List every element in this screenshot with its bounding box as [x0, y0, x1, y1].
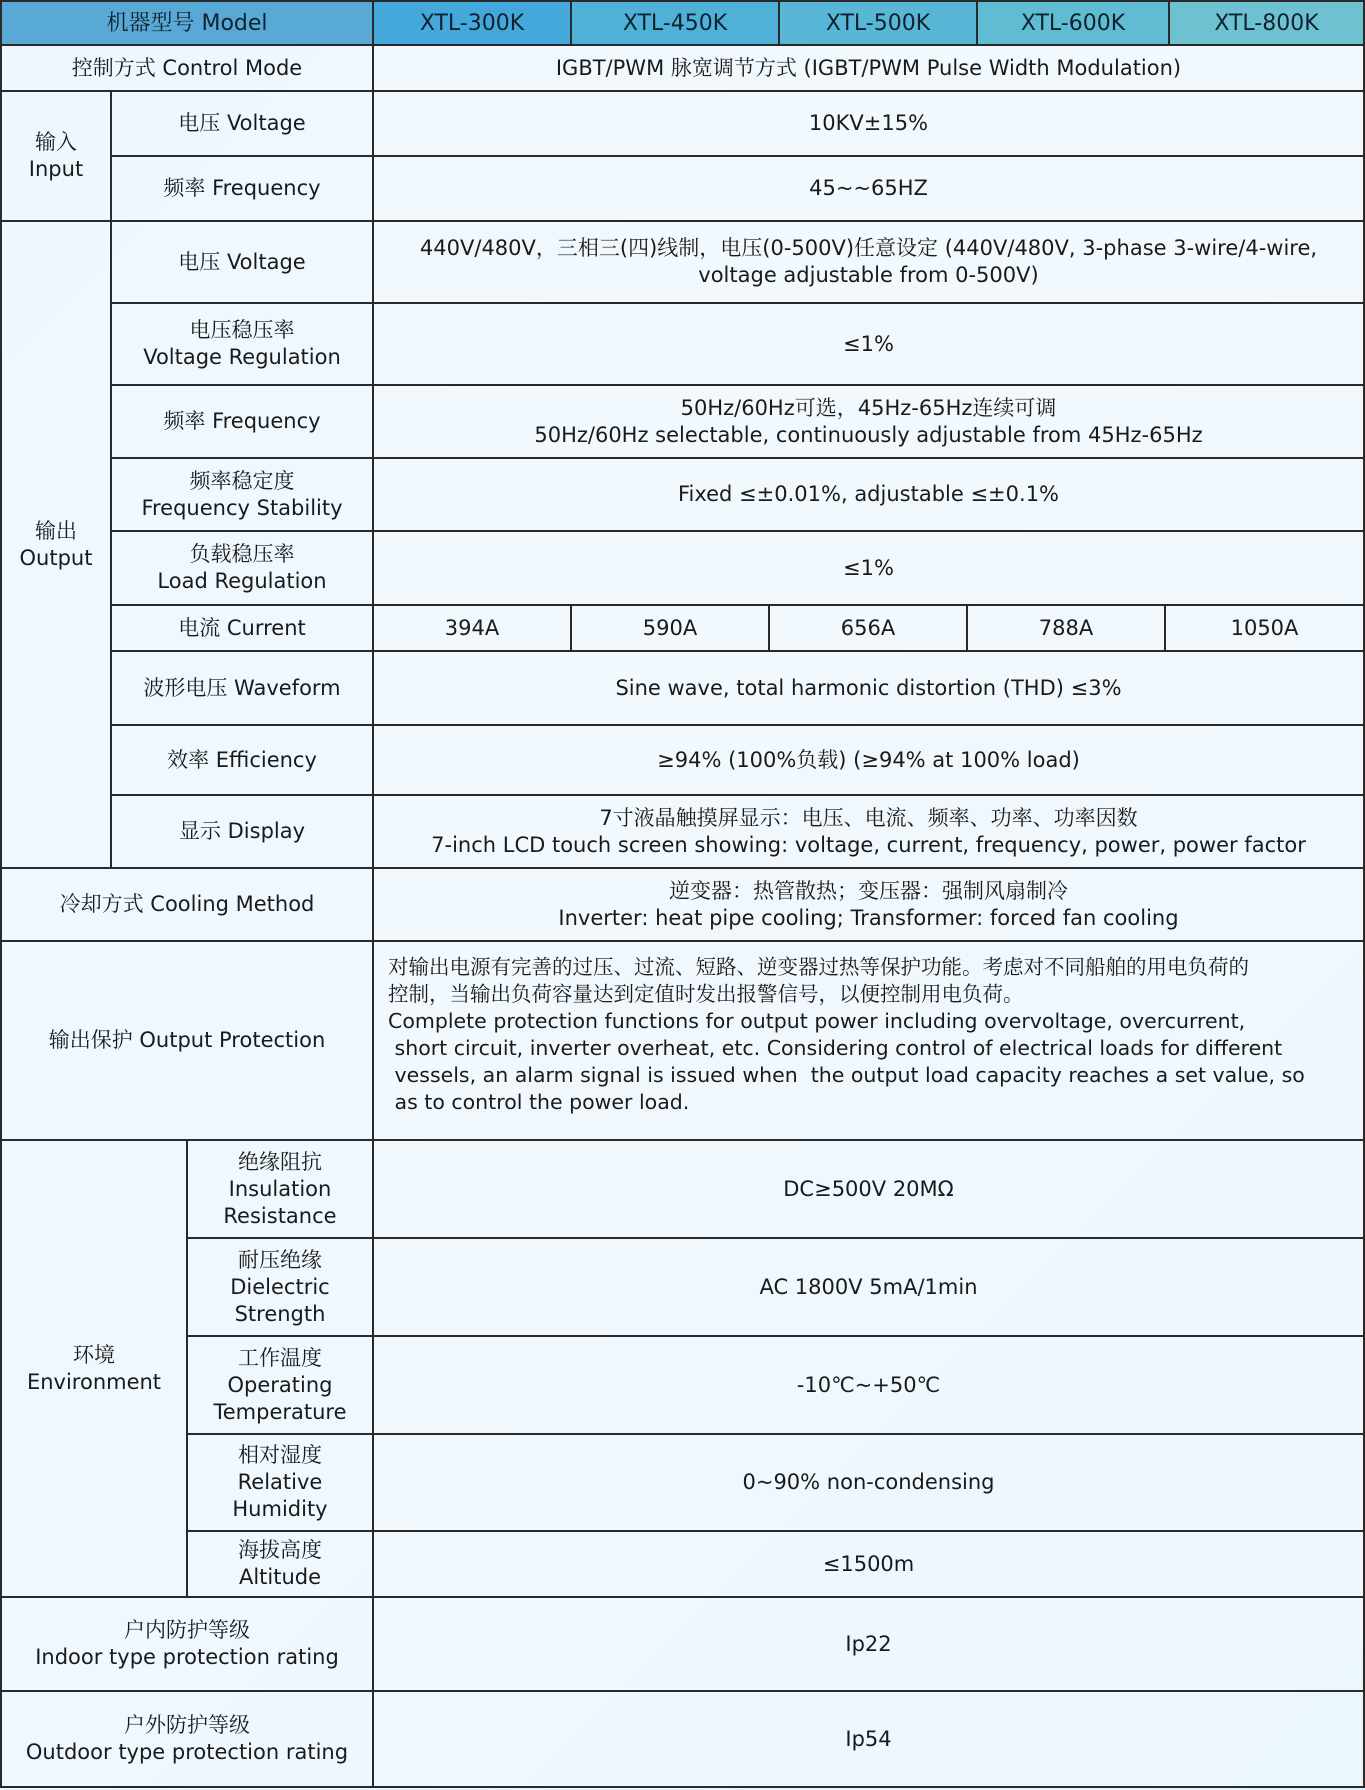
- altitude-zh: 海拔高度: [238, 1538, 322, 1562]
- protection-line: short circuit, inverter overheat, etc. Considering control of electrical loads for different: [388, 1036, 1283, 1060]
- current-xtl-300k: 394A: [374, 606, 572, 652]
- dielectric-value: AC 1800V 5mA/1min: [374, 1239, 1365, 1337]
- outdoor-rating-value: Ip54: [374, 1692, 1365, 1788]
- operating-temp-label: [188, 1337, 374, 1435]
- dielectric-zh: 耐压绝缘: [238, 1247, 322, 1272]
- outdoor-rating-en: Outdoor type protection rating: [25, 1740, 349, 1764]
- input-frequency-value: 45~~65HZ: [374, 157, 1365, 222]
- protection-text: [388, 954, 1305, 1116]
- protection-line: vessels, an alarm signal is issued when the output load capacity reaches a set value, so: [388, 1063, 1305, 1087]
- humidity-value: 0~90% non-condensing: [374, 1435, 1365, 1532]
- efficiency-value: ≥94% (100%负载) (≥94% at 100% load): [374, 726, 1365, 796]
- control-mode-value: IGBT/PWM 脉宽调节方式 (IGBT/PWM Pulse Width Modulation): [374, 46, 1365, 92]
- altitude-label: [188, 1532, 374, 1598]
- current-xtl-450k: 590A: [572, 606, 770, 652]
- indoor-rating-value: Ip22: [374, 1598, 1365, 1692]
- model-header-xtl-800k: XTL-800K: [1170, 0, 1365, 46]
- output-group-zh: 输出: [35, 518, 77, 543]
- load-regulation-zh: 负载稳压率: [189, 542, 295, 566]
- output-voltage-line-1: 440V/480V，三相三(四)线制，电压(0-500V)任意设定 (440V/480V, 3-phase 3-wire/4-wire,: [419, 236, 1318, 260]
- insulation-value: DC≥500V 20MΩ: [374, 1141, 1365, 1239]
- display-line-1: 7寸液晶触摸屏显示：电压、电流、频率、功率、功率因数: [599, 805, 1138, 830]
- current-xtl-600k: 788A: [968, 606, 1166, 652]
- load-regulation-en: Load Regulation: [157, 569, 327, 593]
- waveform-label: 波形电压 Waveform: [112, 652, 374, 726]
- input-group-label: [0, 92, 112, 222]
- cooling-label: 冷却方式 Cooling Method: [0, 869, 374, 942]
- insulation-label: [188, 1141, 374, 1239]
- output-frequency-line-1: 50Hz/60Hz可选，45Hz-65Hz连续可调: [680, 395, 1057, 420]
- model-header-xtl-450k: XTL-450K: [572, 0, 780, 46]
- output-voltage-value: [374, 222, 1365, 304]
- model-header-xtl-600k: XTL-600K: [978, 0, 1170, 46]
- output-group-en: Output: [19, 545, 93, 570]
- humidity-en-1: Relative: [237, 1470, 323, 1494]
- frequency-stability-label: [112, 459, 374, 532]
- input-group-en: Input: [28, 157, 84, 181]
- operating-temp-en-2: Temperature: [213, 1399, 347, 1424]
- output-frequency-line-2: 50Hz/60Hz selectable, continuously adjustable from 45Hz-65Hz: [534, 422, 1203, 447]
- insulation-en-1: Insulation: [228, 1176, 332, 1201]
- current-xtl-500k: 656A: [770, 606, 968, 652]
- display-label: 显示 Display: [112, 796, 374, 869]
- altitude-value: ≤1500m: [374, 1532, 1365, 1598]
- dielectric-en-2: Strength: [234, 1301, 326, 1326]
- input-group-zh: 输入: [35, 130, 77, 154]
- voltage-regulation-zh: 电压稳压率: [189, 318, 295, 342]
- cooling-value: [374, 869, 1365, 942]
- outdoor-rating-zh: 户外防护等级: [124, 1713, 250, 1737]
- operating-temp-value: -10℃~+50℃: [374, 1337, 1365, 1435]
- indoor-rating-en: Indoor type protection rating: [35, 1645, 339, 1669]
- output-frequency-value: [374, 386, 1365, 459]
- input-voltage-label: 电压 Voltage: [112, 92, 374, 157]
- control-mode-label: 控制方式 Control Mode: [0, 46, 374, 92]
- indoor-rating-label: [0, 1598, 374, 1692]
- frequency-stability-zh: 频率稳定度: [189, 468, 295, 493]
- insulation-en-2: Resistance: [223, 1203, 337, 1228]
- voltage-regulation-label: [112, 304, 374, 386]
- output-group-label: [0, 222, 112, 869]
- display-line-2: 7-inch LCD touch screen showing: voltage, current, frequency, power, power factor: [431, 832, 1306, 857]
- operating-temp-en-1: Operating: [227, 1372, 333, 1397]
- input-voltage-value: 10KV±15%: [374, 92, 1365, 157]
- load-regulation-label: [112, 532, 374, 606]
- voltage-regulation-value: ≤1%: [374, 304, 1365, 386]
- altitude-en: Altitude: [238, 1565, 322, 1589]
- display-value: [374, 796, 1365, 869]
- humidity-label: [188, 1435, 374, 1532]
- model-header-xtl-500k: XTL-500K: [780, 0, 978, 46]
- frequency-stability-value: Fixed ≤±0.01%, adjustable ≤±0.1%: [374, 459, 1365, 532]
- current-xtl-800k: 1050A: [1166, 606, 1365, 652]
- dielectric-label: [188, 1239, 374, 1337]
- load-regulation-value: ≤1%: [374, 532, 1365, 606]
- protection-line: 对输出电源有完善的过压、过流、短路、逆变器过热等保护功能。考虑对不同船舶的用电负荷的: [388, 955, 1249, 979]
- cooling-line-1: 逆变器：热管散热；变压器：强制风扇制冷: [669, 878, 1068, 903]
- outdoor-rating-label: [0, 1692, 374, 1788]
- indoor-rating-zh: 户内防护等级: [124, 1618, 250, 1642]
- humidity-zh: 相对湿度: [238, 1443, 322, 1467]
- waveform-value: Sine wave, total harmonic distortion (THD) ≤3%: [374, 652, 1365, 726]
- insulation-zh: 绝缘阻抗: [238, 1149, 322, 1174]
- protection-line: Complete protection functions for output power including overvoltage, overcurrent,: [388, 1009, 1246, 1033]
- cooling-line-2: Inverter: heat pipe cooling; Transformer: forced fan cooling: [558, 905, 1179, 930]
- environment-group-label: [0, 1141, 188, 1598]
- humidity-en-2: Humidity: [232, 1497, 328, 1521]
- dielectric-en-1: Dielectric: [230, 1274, 330, 1299]
- protection-line: as to control the power load.: [388, 1090, 690, 1114]
- output-voltage-line-2: voltage adjustable from 0-500V): [698, 263, 1039, 287]
- voltage-regulation-en: Voltage Regulation: [143, 345, 341, 369]
- protection-line: 控制，当输出负荷容量达到定值时发出报警信号，以便控制用电负荷。: [388, 982, 1024, 1006]
- model-header-xtl-300k: XTL-300K: [374, 0, 572, 46]
- model-header-label: 机器型号 Model: [0, 0, 374, 46]
- input-frequency-label: 频率 Frequency: [112, 157, 374, 222]
- frequency-stability-en: Frequency Stability: [141, 495, 343, 520]
- environment-group-zh: 环境: [73, 1342, 115, 1367]
- protection-value: [374, 942, 1365, 1141]
- environment-group-en: Environment: [26, 1369, 162, 1394]
- output-voltage-label: 电压 Voltage: [112, 222, 374, 304]
- operating-temp-zh: 工作温度: [238, 1345, 322, 1370]
- current-label: 电流 Current: [112, 606, 374, 652]
- output-frequency-label: 频率 Frequency: [112, 386, 374, 459]
- protection-label: 输出保护 Output Protection: [0, 942, 374, 1141]
- efficiency-label: 效率 Efficiency: [112, 726, 374, 796]
